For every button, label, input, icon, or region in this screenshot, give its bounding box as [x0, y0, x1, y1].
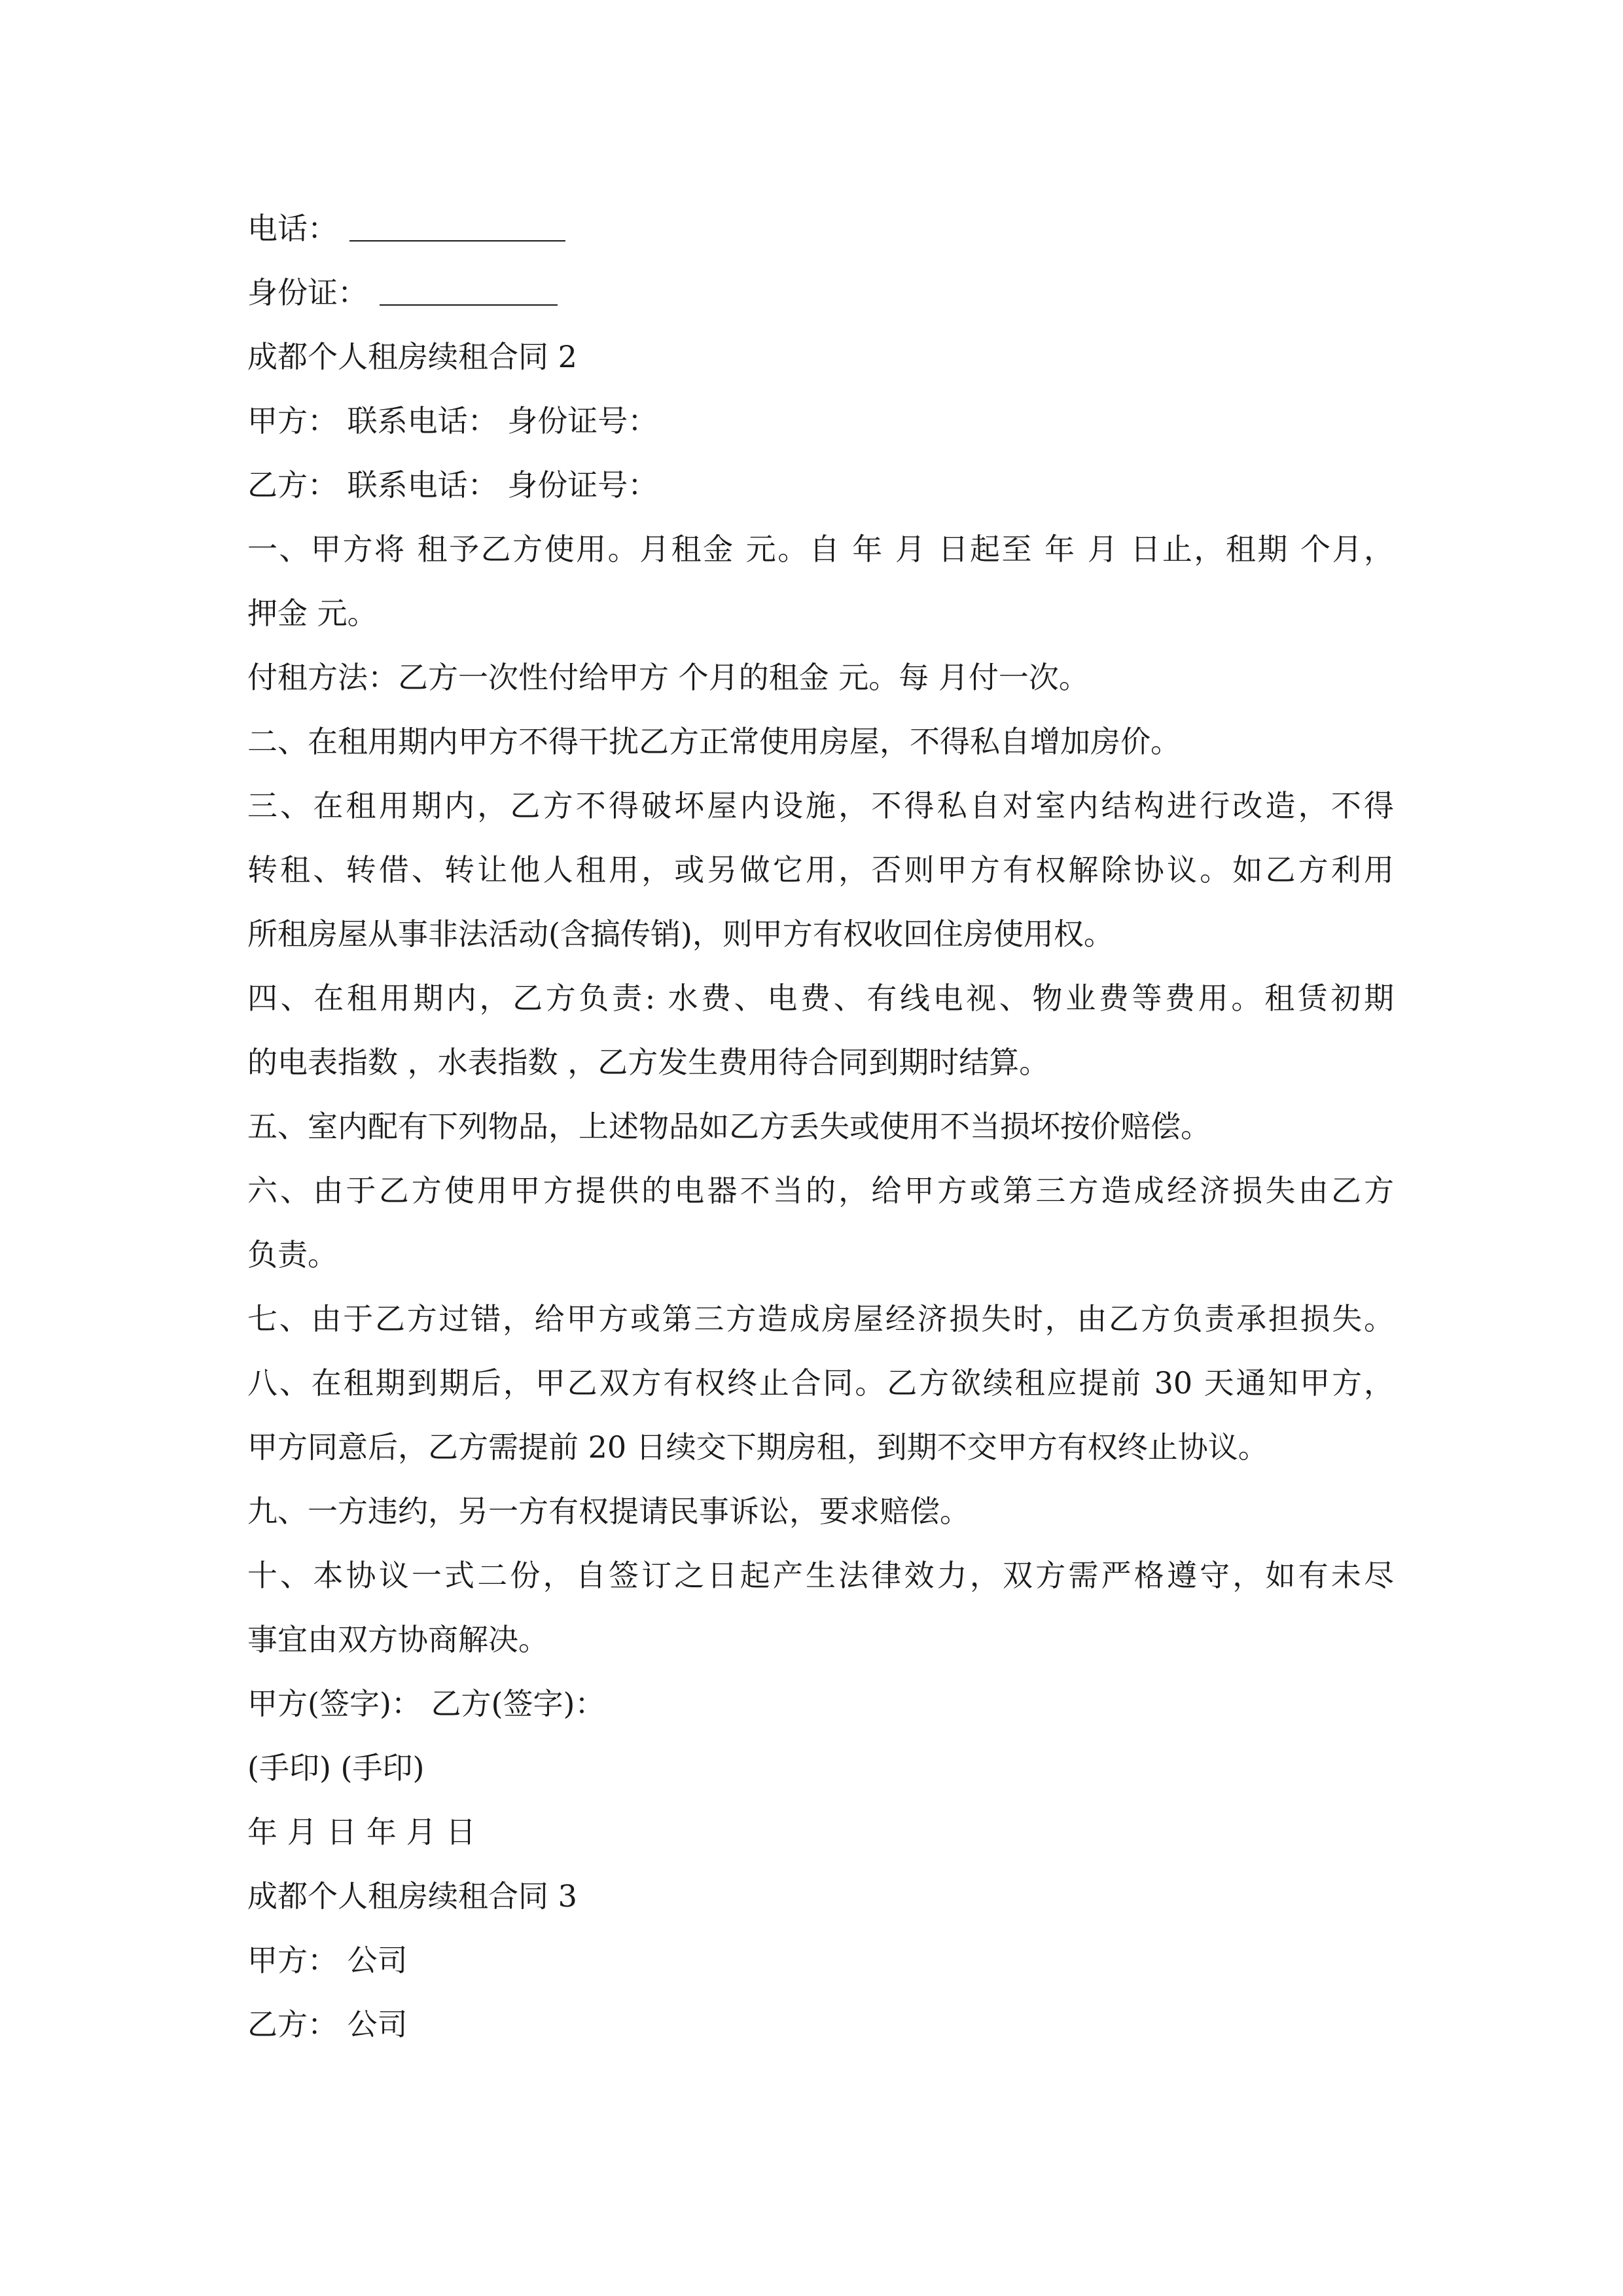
clause-3-line-3: 所租房屋从事非法活动(含搞传销)，则甲方有权收回住房使用权。 [247, 916, 1114, 952]
contract-title-2: 成都个人租房续租合同 2 [247, 339, 577, 374]
clause-10-line-1: 十、本协议一式二份，自签订之日起产生法律效力，双方需严格遵守，如有未尽 [247, 1558, 1394, 1593]
clause-4-line-1: 四、在租用期内，乙方负责: 水费、电费、有线电视、物业费等费用。租赁初期 [247, 980, 1394, 1016]
clause-8-line-1: 八、在租期到期后，甲乙双方有权终止合同。乙方欲续租应提前 30 天通知甲方， [247, 1365, 1394, 1401]
contract-title-3: 成都个人租房续租合同 3 [247, 1878, 577, 1914]
clause-4-line-2: 的电表指数 ，水表指数 ，乙方发生费用待合同到期时结算。 [247, 1045, 1050, 1080]
clause-1-line-1: 一、甲方将 租予乙方使用。月租金 元。自 年 月 日起至 年 月 日止，租期 个月， [247, 531, 1394, 567]
document-body [247, 196, 1394, 2056]
clause-9: 九、一方违约，另一方有权提请民事诉讼，要求赔偿。 [247, 1494, 970, 1529]
phone-blank [349, 214, 565, 242]
signature-line: 甲方(签字)： 乙方(签字)： [247, 1686, 605, 1721]
phone-line [247, 196, 1394, 260]
clause-8-line-2: 甲方同意后，乙方需提前 20 日续交下期房租，到期不交甲方有权终止协议。 [247, 1429, 1268, 1465]
clause-2: 二、在租用期内甲方不得干扰乙方正常使用房屋，不得私自增加房价。 [247, 724, 1181, 759]
id-blank [380, 278, 558, 306]
fingerprint-line: (手印) (手印) [247, 1750, 425, 1785]
party-a-company: 甲方： 公司 [247, 1943, 408, 1978]
id-line [247, 260, 1394, 325]
date-line: 年 月 日 年 月 日 [247, 1814, 476, 1850]
clause-7: 七、由于乙方过错，给甲方或第三方造成房屋经济损失时，由乙方负责承担损失。 [247, 1301, 1394, 1336]
clause-5: 五、室内配有下列物品，上述物品如乙方丢失或使用不当损坏按价赔偿。 [247, 1109, 1211, 1144]
clause-6-line-1: 六、由于乙方使用甲方提供的电器不当的，给甲方或第三方造成经济损失由乙方 [247, 1173, 1394, 1208]
party-b-company: 乙方： 公司 [247, 2007, 408, 2042]
clause-3-line-2: 转租、转借、转让他人租用，或另做它用，否则甲方有权解除协议。如乙方利用 [247, 852, 1394, 888]
payment-method: 付租方法：乙方一次性付给甲方 个月的租金 元。每 月付一次。 [247, 660, 1089, 695]
clause-3-line-1: 三、在租用期内，乙方不得破坏屋内设施，不得私自对室内结构进行改造，不得 [247, 788, 1394, 823]
clause-1-line-2: 押金 元。 [247, 596, 378, 631]
party-a-info: 甲方： 联系电话： 身份证号： [247, 403, 658, 439]
party-b-info: 乙方： 联系电话： 身份证号： [247, 467, 658, 503]
id-label: 身份证： [247, 275, 368, 310]
phone-label: 电话： [247, 211, 338, 246]
clause-10-line-2: 事宜由双方协商解决。 [247, 1622, 548, 1657]
clause-6-line-2: 负责。 [247, 1237, 338, 1272]
